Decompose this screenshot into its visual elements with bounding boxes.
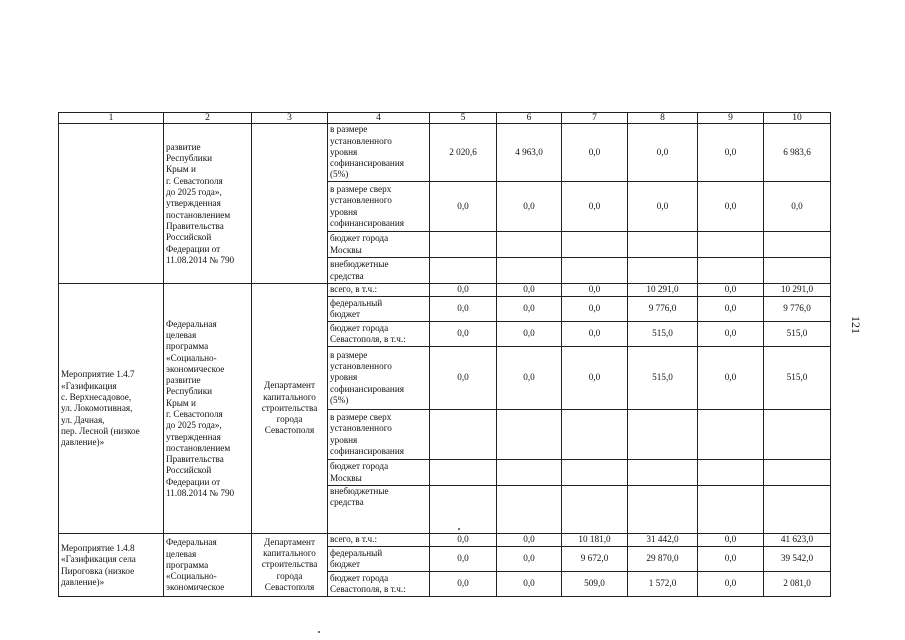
value-col-5 bbox=[430, 410, 497, 460]
value-col-7: 509,0 bbox=[562, 572, 628, 597]
value-col-6: 0,0 bbox=[497, 182, 562, 232]
header-col-6: 6 bbox=[497, 113, 562, 124]
value-col-7: 0,0 bbox=[562, 124, 628, 182]
funding-source-label: федеральный бюджет bbox=[328, 547, 430, 572]
header-col-5: 5 bbox=[430, 113, 497, 124]
value-col-7: 0,0 bbox=[562, 322, 628, 347]
executor-cell bbox=[252, 124, 328, 284]
budget-table bbox=[58, 112, 831, 597]
value-col-5 bbox=[430, 232, 497, 258]
value-col-7 bbox=[562, 460, 628, 486]
value-col-5 bbox=[430, 258, 497, 284]
header-col-1: 1 bbox=[59, 113, 164, 124]
value-col-9: 0,0 bbox=[698, 347, 764, 410]
value-col-9 bbox=[698, 258, 764, 284]
value-col-8: 31 442,0 bbox=[628, 534, 698, 547]
value-col-6: 0,0 bbox=[497, 534, 562, 547]
program-text: Федеральная целевая программа «Социально- экономическое развитие Республики Крым и г. Севастополя до 2025 года», утвержденная постановлением Правительства Российской Федерации от 11.08.2014 № 790 bbox=[166, 318, 235, 499]
header-col-9: 9 bbox=[698, 113, 764, 124]
value-col-10: 515,0 bbox=[764, 347, 831, 410]
value-col-6: 0,0 bbox=[497, 297, 562, 322]
value-col-10 bbox=[764, 232, 831, 258]
value-col-6: 4 963,0 bbox=[497, 124, 562, 182]
funding-source-label: всего, в т.ч.: bbox=[328, 534, 430, 547]
funding-source-label: бюджет города Москвы bbox=[328, 460, 430, 486]
value-col-9 bbox=[698, 486, 764, 534]
value-col-6 bbox=[497, 460, 562, 486]
program-cell bbox=[164, 284, 252, 534]
value-col-5: 0,0 bbox=[430, 534, 497, 547]
value-col-7: 10 181,0 bbox=[562, 534, 628, 547]
value-col-10: 0,0 bbox=[764, 182, 831, 232]
page-number: 121 bbox=[849, 316, 863, 334]
value-col-7 bbox=[562, 486, 628, 534]
value-col-5: 0,0 bbox=[430, 297, 497, 322]
value-col-8: 29 870,0 bbox=[628, 547, 698, 572]
value-col-9: 0,0 bbox=[698, 284, 764, 297]
value-col-10 bbox=[764, 460, 831, 486]
value-col-9: 0,0 bbox=[698, 534, 764, 547]
value-col-10: 41 623,0 bbox=[764, 534, 831, 547]
funding-source-label: бюджет города Севастополя, в т.ч.: bbox=[328, 322, 430, 347]
value-col-6: 0,0 bbox=[497, 284, 562, 297]
header-row bbox=[59, 113, 831, 124]
value-col-9: 0,0 bbox=[698, 297, 764, 322]
value-col-8: 515,0 bbox=[628, 322, 698, 347]
value-col-8 bbox=[628, 410, 698, 460]
value-col-9 bbox=[698, 410, 764, 460]
value-col-9: 0,0 bbox=[698, 572, 764, 597]
value-col-7: 0,0 bbox=[562, 284, 628, 297]
value-col-7: 0,0 bbox=[562, 297, 628, 322]
event-name-cell bbox=[59, 284, 164, 534]
value-col-8: 10 291,0 bbox=[628, 284, 698, 297]
value-col-9: 0,0 bbox=[698, 182, 764, 232]
table-row bbox=[59, 534, 831, 547]
value-col-5: 0,0 bbox=[430, 347, 497, 410]
funding-source-label: всего, в т.ч.: bbox=[328, 284, 430, 297]
value-col-5: 0,0 bbox=[430, 572, 497, 597]
value-col-7 bbox=[562, 410, 628, 460]
executor-text: Департамент капитального строительства города Севастополя bbox=[261, 536, 318, 592]
funding-source-label: бюджет города Севастополя, в т.ч.: bbox=[328, 572, 430, 597]
program-text: Федеральная целевая программа «Социально- экономическое bbox=[166, 537, 225, 593]
value-col-8 bbox=[628, 232, 698, 258]
value-col-8: 0,0 bbox=[628, 124, 698, 182]
value-col-6: 0,0 bbox=[497, 322, 562, 347]
value-col-9 bbox=[698, 460, 764, 486]
funding-source-label: внебюджетные средства bbox=[328, 258, 430, 284]
event-name-text: Мероприятие 1.4.8 «Газификация села Пироговка (низкое давление)» bbox=[61, 542, 136, 587]
value-col-8 bbox=[628, 460, 698, 486]
value-col-9: 0,0 bbox=[698, 547, 764, 572]
value-col-7 bbox=[562, 258, 628, 284]
executor-text: Департамент капитального строительства города Севастополя bbox=[261, 380, 318, 436]
scan-speck bbox=[318, 631, 320, 633]
value-col-10: 2 081,0 bbox=[764, 572, 831, 597]
table-row bbox=[59, 124, 831, 182]
value-col-6 bbox=[497, 232, 562, 258]
value-col-9: 0,0 bbox=[698, 322, 764, 347]
value-col-7 bbox=[562, 232, 628, 258]
value-col-8 bbox=[628, 258, 698, 284]
header-col-7: 7 bbox=[562, 113, 628, 124]
value-col-6 bbox=[497, 410, 562, 460]
value-col-5 bbox=[430, 460, 497, 486]
table-row bbox=[59, 284, 831, 297]
executor-cell bbox=[252, 534, 328, 597]
value-col-8: 1 572,0 bbox=[628, 572, 698, 597]
funding-source-label: федеральный бюджет bbox=[328, 297, 430, 322]
header-col-10: 10 bbox=[764, 113, 831, 124]
value-col-5: 2 020,6 bbox=[430, 124, 497, 182]
funding-source-label: в размере установленного уровня софинансирования (5%) bbox=[328, 347, 430, 410]
funding-source-label: в размере сверх установленного уровня софинансирования bbox=[328, 182, 430, 232]
event-name-text: Мероприятие 1.4.7 «Газификация с. Верхнесадовое, ул. Локомотивная, ул. Дачная, пер. Лесной (низкое давление)» bbox=[61, 369, 140, 448]
header-col-8: 8 bbox=[628, 113, 698, 124]
funding-source-label: внебюджетные средства bbox=[328, 486, 430, 534]
value-col-9 bbox=[698, 232, 764, 258]
value-col-6: 0,0 bbox=[497, 547, 562, 572]
header-col-2: 2 bbox=[164, 113, 252, 124]
header-col-3: 3 bbox=[252, 113, 328, 124]
value-col-8: 9 776,0 bbox=[628, 297, 698, 322]
value-col-8 bbox=[628, 486, 698, 534]
value-col-5 bbox=[430, 486, 497, 534]
funding-source-label: в размере сверх установленного уровня софинансирования bbox=[328, 410, 430, 460]
value-col-10 bbox=[764, 258, 831, 284]
value-col-6: 0,0 bbox=[497, 347, 562, 410]
program-cell bbox=[164, 534, 252, 597]
funding-source-label: в размере установленного уровня софинансирования (5%) bbox=[328, 124, 430, 182]
value-col-8: 515,0 bbox=[628, 347, 698, 410]
value-col-10: 515,0 bbox=[764, 322, 831, 347]
value-col-10 bbox=[764, 486, 831, 534]
event-name-cell bbox=[59, 124, 164, 284]
value-col-7: 0,0 bbox=[562, 182, 628, 232]
value-col-5: 0,0 bbox=[430, 284, 497, 297]
value-col-9: 0,0 bbox=[698, 124, 764, 182]
value-col-8: 0,0 bbox=[628, 182, 698, 232]
value-col-6 bbox=[497, 486, 562, 534]
value-col-7: 0,0 bbox=[562, 347, 628, 410]
executor-cell bbox=[252, 284, 328, 534]
header-col-4: 4 bbox=[328, 113, 430, 124]
value-col-5: 0,0 bbox=[430, 322, 497, 347]
value-col-7: 9 672,0 bbox=[562, 547, 628, 572]
value-col-10: 10 291,0 bbox=[764, 284, 831, 297]
value-col-5: 0,0 bbox=[430, 182, 497, 232]
value-col-6 bbox=[497, 258, 562, 284]
event-name-cell bbox=[59, 534, 164, 597]
value-col-10: 6 983,6 bbox=[764, 124, 831, 182]
value-col-6: 0,0 bbox=[497, 572, 562, 597]
program-text: развитие Республики Крым и г. Севастополя до 2025 года», утвержденная постановлением Правительства Российской Федерации от 11.08.2014 № 790 bbox=[166, 141, 235, 265]
value-col-10: 39 542,0 bbox=[764, 547, 831, 572]
scan-speck bbox=[458, 528, 460, 530]
funding-source-label: бюджет города Москвы bbox=[328, 232, 430, 258]
value-col-10: 9 776,0 bbox=[764, 297, 831, 322]
program-cell bbox=[164, 124, 252, 284]
value-col-5: 0,0 bbox=[430, 547, 497, 572]
value-col-10 bbox=[764, 410, 831, 460]
